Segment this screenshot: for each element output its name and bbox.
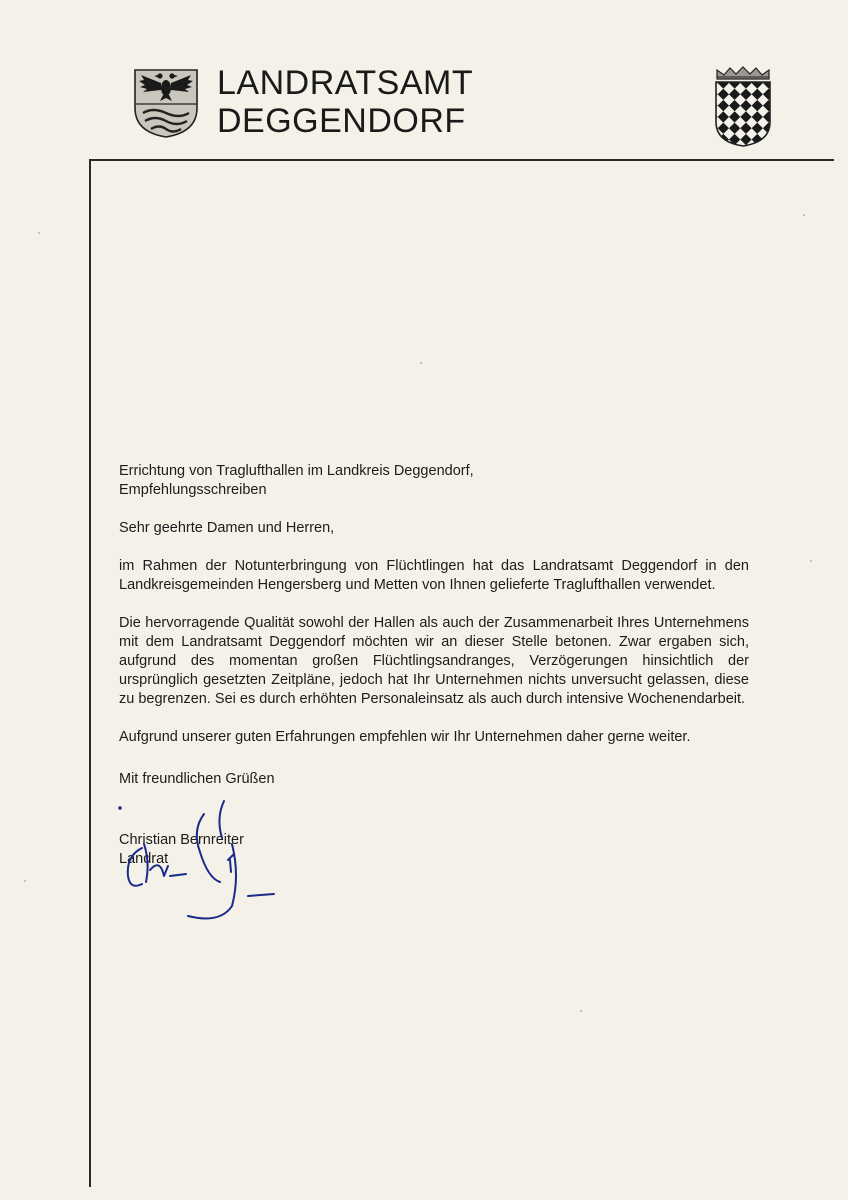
paper-speck [803, 214, 805, 216]
bavarian-lozenge-crest-icon [712, 66, 774, 148]
paper-speck [810, 560, 812, 562]
paragraph-1: im Rahmen der Notunterbringung von Flüchtlingen hat das Landratsamt Deggendorf in den Landkreisgemeinden Hengersberg und Metten von Ihnen gelieferte Traglufthallen verwendet. [119, 558, 749, 593]
signer-name: Christian Bernreiter [119, 832, 244, 848]
salutation: Sehr geehrte Damen und Herren, [119, 520, 335, 536]
paper-speck [24, 880, 26, 882]
margin-rule [89, 159, 91, 1187]
heading-line-2: DEGGENDORF [217, 102, 466, 140]
paragraph-2: Die hervorragende Qualität sowohl der Hallen als auch der Zusammenarbeit Ihres Unternehmens mit dem Landratsamt Deggendorf möchten wir an dieser Stelle betonen. Zwar ergaben sich, aufgrund des momentan großen Flüchtlingsandranges, Verzögerungen hinsichtlich der ursprünglich gesetzten Zeitpläne, jedoch hat Ihr Unternehmen nichts unversucht gelassen, diese zu begrenzen. Sei es durch erhöhten Personaleinsatz als auch durch intensive Wochenendarbeit. [119, 615, 749, 707]
paper-speck [580, 1010, 582, 1012]
paragraph-3: Aufgrund unserer guten Erfahrungen empfehlen wir Ihr Unternehmen daher gerne weiter. [119, 729, 691, 745]
paper-speck [420, 362, 422, 364]
closing: Mit freundlichen Grüßen [119, 771, 275, 787]
double-headed-eagle-crest-icon [133, 68, 199, 138]
subject-line-2: Empfehlungsschreiben [119, 482, 267, 498]
subject [119, 462, 749, 500]
heading-line-1: LANDRATSAMT [217, 64, 474, 102]
authority-heading [217, 64, 473, 140]
paper-speck [38, 232, 40, 234]
header-rule [89, 159, 834, 161]
signer-title: Landrat [119, 851, 169, 867]
subject-line-1: Errichtung von Traglufthallen im Landkreis Deggendorf, [119, 463, 474, 479]
handwritten-signature [108, 798, 280, 928]
